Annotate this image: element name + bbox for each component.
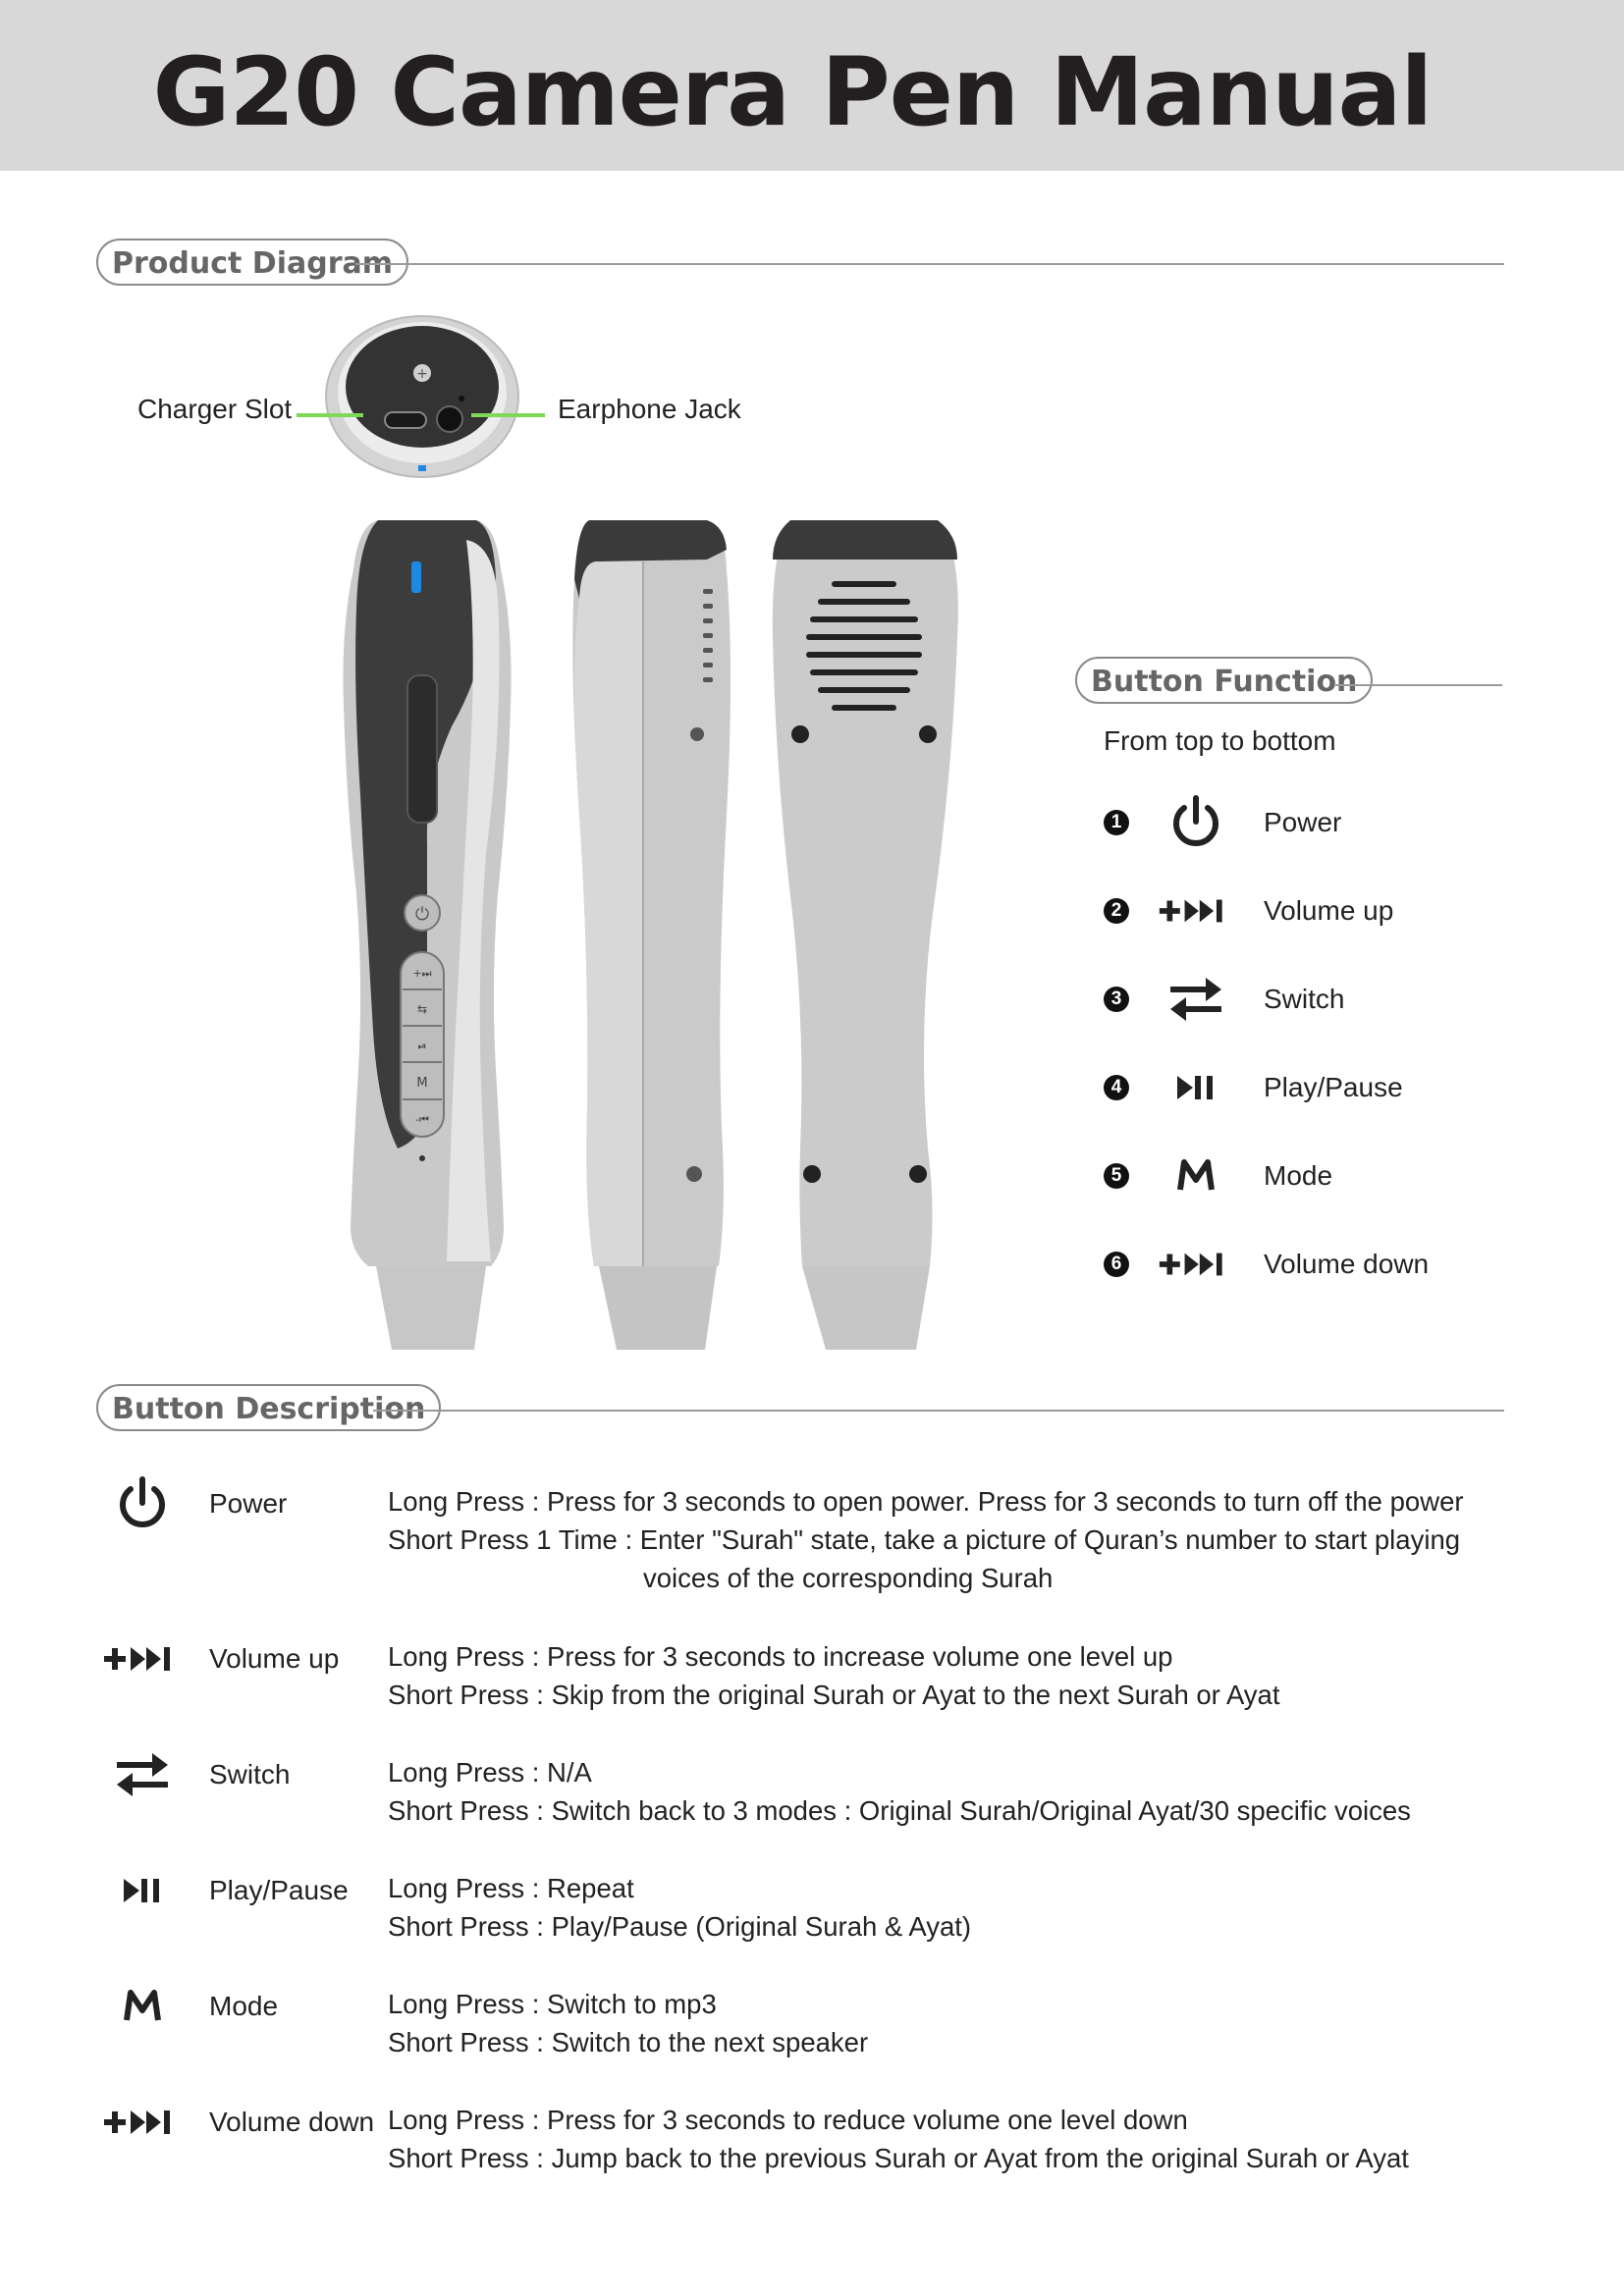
mode-icon: [1157, 1147, 1235, 1205]
function-item: [1104, 1058, 1516, 1117]
number-badge: 4: [1104, 1075, 1129, 1100]
function-label: Mode: [1264, 1160, 1333, 1191]
section-label-button-function: Button Function: [1075, 657, 1373, 704]
pen-top-view: [324, 306, 520, 478]
description-name: Switch: [209, 1759, 291, 1789]
description-line: Short Press : Switch to the next speaker: [388, 2027, 869, 2057]
function-label: Volume down: [1264, 1249, 1430, 1279]
description-name: Power: [209, 1488, 288, 1519]
description-name: Volume down: [209, 2107, 375, 2137]
charger-slot-port: [385, 412, 426, 428]
description-line: Short Press : Jump back to the previous Surah or Ayat from the original Surah or Ayat: [388, 2143, 1409, 2173]
callout-line: [471, 413, 545, 417]
description-row: [98, 1629, 1522, 1728]
description-line: Long Press : Press for 3 seconds to open power. Press for 3 seconds to turn off the power: [388, 1486, 1464, 1517]
description-line: Long Press : N/A: [388, 1757, 592, 1788]
function-item: [1104, 793, 1516, 852]
svg-text:M: M: [416, 1076, 428, 1091]
switch-icon: [1157, 970, 1235, 1029]
description-name: Volume up: [209, 1643, 340, 1674]
function-label: Play/Pause: [1264, 1072, 1403, 1102]
power-icon: [98, 1474, 187, 1533]
description-row: [98, 2093, 1522, 2191]
switch-icon: [98, 1745, 187, 1804]
number-badge: 3: [1104, 987, 1129, 1012]
description-row: [98, 1745, 1522, 1843]
description-line: Short Press 1 Time : Enter "Surah" state, take a picture of Quran’s number to start playing: [388, 1524, 1461, 1555]
callout-line: [297, 413, 363, 417]
label-earphone-jack: Earphone Jack: [558, 394, 741, 424]
function-label: Switch: [1264, 984, 1345, 1014]
section-rule: [373, 1410, 1504, 1412]
section-label-product-diagram: Product Diagram: [96, 239, 408, 286]
description-row: [98, 1861, 1522, 1959]
function-item: [1104, 1147, 1516, 1205]
function-label: Power: [1264, 807, 1342, 837]
description-line: Short Press : Switch back to 3 modes : Original Surah/Original Ayat/30 specific voices: [388, 1795, 1411, 1826]
play-pause-icon: [1157, 1058, 1235, 1117]
volume-up-icon: [98, 1629, 187, 1688]
section-rule: [1335, 684, 1502, 686]
svg-text:+: +: [416, 366, 428, 382]
volume-up-icon: [1157, 881, 1235, 940]
description-line: Long Press : Switch to mp3: [388, 1989, 717, 2019]
description-line: voices of the corresponding Surah: [643, 1563, 1054, 1593]
description-name: Play/Pause: [209, 1875, 349, 1905]
svg-text:⏻: ⏻: [414, 904, 430, 925]
mode-icon: [98, 1977, 187, 2036]
function-item: [1104, 881, 1516, 940]
function-label: Volume up: [1264, 895, 1394, 926]
description-row: [98, 1977, 1522, 2075]
description-line: Long Press : Repeat: [388, 1873, 634, 1903]
power-icon: [1157, 793, 1235, 852]
function-item: [1104, 970, 1516, 1029]
description-line: Long Press : Press for 3 seconds to reduce volume one level down: [388, 2105, 1188, 2135]
label-charger-slot: Charger Slot: [137, 394, 293, 424]
svg-text:-⏮: -⏮: [415, 1113, 429, 1126]
svg-text:⏯: ⏯: [417, 1040, 427, 1052]
description-name: Mode: [209, 1991, 279, 2021]
section-rule: [355, 263, 1504, 265]
earphone-jack-port: [437, 406, 462, 432]
svg-text:⇆: ⇆: [416, 1002, 428, 1016]
volume-down-icon: [98, 2093, 187, 2152]
pen-side-view: [560, 520, 736, 1350]
description-line: Short Press : Play/Pause (Original Surah & Ayat): [388, 1911, 972, 1942]
number-badge: 5: [1104, 1163, 1129, 1189]
description-line: Long Press : Press for 3 seconds to increase volume one level up: [388, 1641, 1173, 1672]
play-pause-icon: [98, 1861, 187, 1920]
function-item: [1104, 1235, 1516, 1294]
number-badge: 1: [1104, 810, 1129, 835]
number-badge: 6: [1104, 1252, 1129, 1277]
section-label-button-description: Button Description: [96, 1384, 441, 1431]
page-title: G20 Camera Pen Manual: [152, 37, 1433, 147]
description-row: [98, 1474, 1522, 1602]
svg-text:+⏭: +⏭: [412, 967, 432, 980]
volume-down-icon: [1157, 1235, 1235, 1294]
number-badge: 2: [1104, 898, 1129, 924]
function-list-subtitle: From top to bottom: [1104, 725, 1336, 756]
pen-front-view: [329, 520, 525, 1350]
pen-back-view: [761, 520, 967, 1350]
description-line: Short Press : Skip from the original Surah or Ayat to the next Surah or Ayat: [388, 1680, 1280, 1710]
